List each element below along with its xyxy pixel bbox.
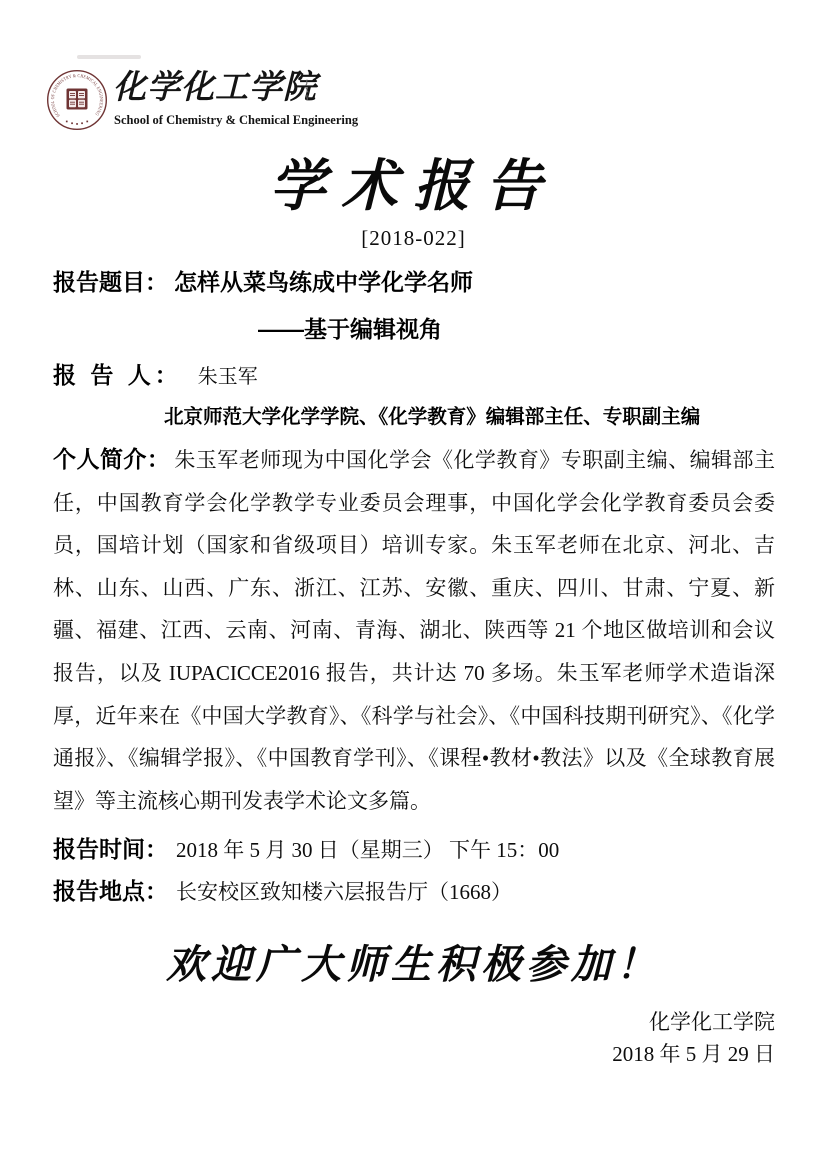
venue-label: 报告地点： bbox=[53, 878, 168, 904]
report-venue-line bbox=[53, 873, 512, 906]
time-label: 报告时间： bbox=[53, 836, 168, 862]
college-name-en: School of Chemistry & Chemical Engineering bbox=[114, 113, 359, 127]
bio-text: 朱玉军老师现为中国化学会《化学教育》专职副主编、编辑部主任，中国教育学会化学教学专业委员会理事，中国化学会化学教育委员会委员，国培计划（国家和省级项目）培训专家。朱玉军老师在北京、河北、吉林、山东、山西、广东、浙江、江苏、安徽、重庆、四川、甘肃、宁夏、新疆、福建、江西、云南、河南、青海、湖北、陕西等 21 个地区做培训和会议报告，以及 IUPACICCE2016 报告，共计达 70 多场。朱玉军老师学术造诣深厚，近年来在《中国大学教育》、《科学与社会》、《中国科技期刊研究》、《化学通报》、《编辑学报》、《中国教育学刊》、《课程•教材•教法》以及《全球教育展望》等主流核心期刊发表学术论文多篇。 bbox=[53, 448, 775, 813]
speaker-bio bbox=[53, 438, 775, 822]
topic-text: 怎样从菜鸟练成中学化学名师 bbox=[174, 269, 473, 295]
time-value: 2018 年 5 月 30 日（星期三） 下午 15：00 bbox=[176, 838, 560, 862]
seal-bottom-marks bbox=[66, 121, 88, 125]
college-seal-icon bbox=[45, 68, 109, 132]
college-logo bbox=[45, 66, 365, 136]
speaker-label: 报 告 人： bbox=[53, 362, 182, 388]
venue-value: 长安校区致知楼六层报告厅（1668） bbox=[176, 880, 512, 904]
page-title: 学术报告 bbox=[269, 156, 558, 218]
footer-signature: 化学化工学院 bbox=[649, 1010, 775, 1034]
speaker-affiliation: 北京师范大学化学学院、《化学教育》编辑部主任、专职副主编 bbox=[164, 406, 701, 428]
report-number: [2018-022] bbox=[361, 226, 466, 250]
welcome-line: 欢迎广大师生积极参加！ bbox=[166, 942, 661, 987]
speaker-line bbox=[53, 357, 258, 390]
calligrapher-signature-mark bbox=[303, 78, 311, 102]
footer-date: 2018 年 5 月 29 日 bbox=[612, 1042, 775, 1066]
bio-label: 个人简介： bbox=[53, 446, 171, 472]
report-time-line bbox=[53, 831, 559, 864]
topic-label: 报告题目： bbox=[53, 269, 168, 295]
seal-inner-stamp bbox=[67, 89, 88, 110]
scan-artifact bbox=[77, 55, 141, 59]
topic-subtitle: ——基于编辑视角 bbox=[258, 316, 442, 342]
footer-signature-block bbox=[612, 1006, 775, 1070]
seal-ring-text: SCHOOL OF CHEMISTRY & CHEMICAL ENGINEERING bbox=[50, 73, 104, 118]
speaker-name: 朱玉军 bbox=[197, 366, 258, 388]
college-name-zh: 化学化工学院 bbox=[113, 70, 317, 106]
topic-line bbox=[53, 264, 775, 297]
